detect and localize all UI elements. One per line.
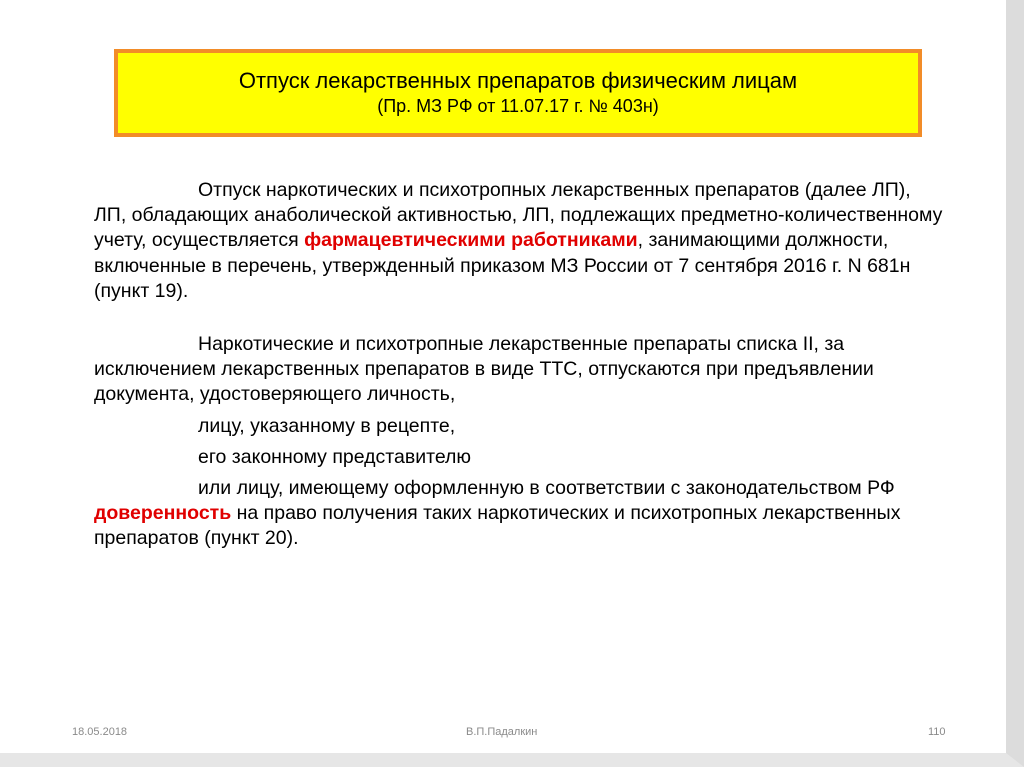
highlight-power-of-attorney: доверенность bbox=[94, 502, 232, 525]
slide-subtitle: (Пр. МЗ РФ от 11.07.17 г. № 403н) bbox=[377, 96, 659, 116]
footer-date: 18.05.2018 bbox=[72, 726, 128, 738]
paragraph-1-tail: , занимающими должности, включенные в перечень, утвержденный приказом МЗ России от 7 сентября 2016 г. N 681н (пункт 19). bbox=[94, 229, 911, 302]
paragraph-5 bbox=[94, 476, 944, 552]
paragraph-3: лицу, указанному в рецепте, bbox=[198, 414, 456, 437]
slide-title: Отпуск лекарственных препаратов физическим лицам bbox=[238, 68, 798, 93]
paragraph-1 bbox=[94, 178, 944, 304]
body-text bbox=[94, 178, 944, 552]
spacer bbox=[94, 304, 944, 332]
footer-page-number: 110 bbox=[928, 726, 946, 738]
title-box bbox=[114, 49, 922, 137]
paragraph-2: Наркотические и психотропные лекарственные препараты списка II, за исключением лекарственных препаратов в виде ТТС, отпускаются при предъявлении документа, удостоверяющего личность, bbox=[94, 333, 874, 406]
paragraph-5-tail: на право получения таких наркотических и психотропных лекарственных препаратов (пункт 20). bbox=[94, 502, 901, 550]
paragraph-1-text: Отпуск наркотических и психотропных лекарственных препаратов (далее ЛП), ЛП, обладающих анаболической активностью, ЛП, подлежащих предметно-количественному учету, осуществляется bbox=[94, 179, 943, 252]
paragraph-4: его законному представителю bbox=[198, 445, 472, 468]
footer-author: В.П.Падалкин bbox=[466, 726, 538, 738]
highlight-pharmacists: фармацевтическими работниками bbox=[304, 229, 638, 252]
paragraph-5-text: или лицу, имеющему оформленную в соответствии с законодательством РФ bbox=[198, 477, 895, 500]
